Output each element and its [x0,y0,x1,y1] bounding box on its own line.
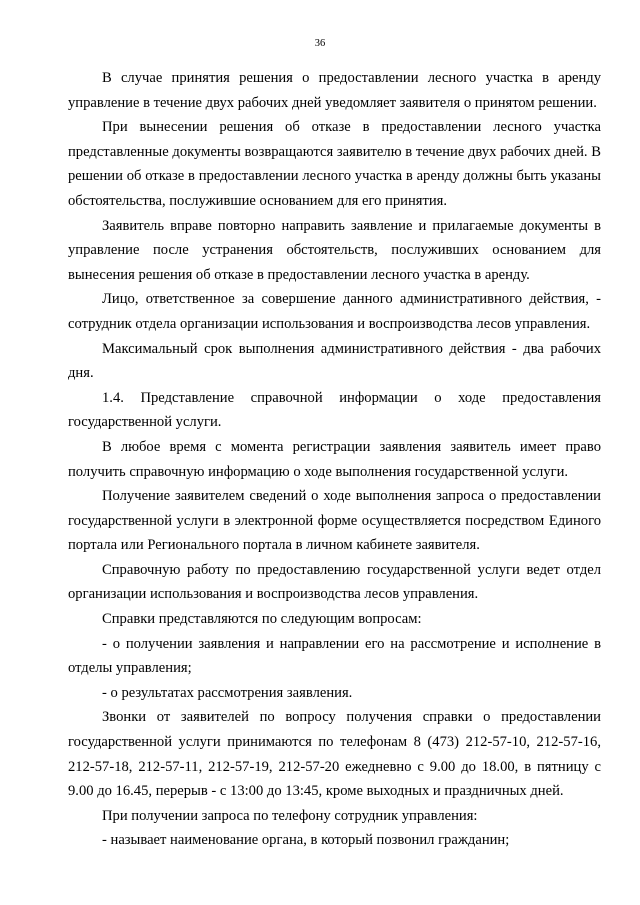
document-body [68,66,601,853]
paragraph-electronic-status: Получение заявителем сведений о ходе выполнения запроса о предоставлении государственной услуги в электронной форме осуществляется посредством Единого портала или Регионального портала в личном кабинете заявителя. [68,488,601,554]
list-item-results: - о результатах рассмотрения заявления. [102,684,353,701]
list-item-organ-name: - называет наименование органа, в который позвонил гражданин; [102,832,510,849]
section-heading-1-4: 1.4. Представление справочной информации о ходе предоставления государственной услуги. [68,389,601,431]
paragraph-phone-request: При получении запроса по телефону сотрудник управления: [102,807,478,824]
paragraph-reference-department: Справочную работу по предоставлению государственной услуги ведет отдел организации использования и воспроизводства лесов управления. [68,561,601,603]
paragraph-lease-decision: В случае принятия решения о предоставлении лесного участка в аренду управление в течение двух рабочих дней уведомляет заявителя о принятом решении. [68,70,601,111]
paragraph-right-to-info: В любое время с момента регистрации заявления заявитель имеет право получить справочную информацию о ходе выполнения государственной услуги. [68,438,601,480]
paragraph-resubmission: Заявитель вправе повторно направить заявление и прилагаемые документы в управление после устранения обстоятельств, послуживших основанием для вынесения решения об отказе в предоставлении лесного участка в аренду. [68,217,601,283]
paragraph-phone-numbers: Звонки от заявителей по вопросу получения справки о предоставлении государственной услуги принимаются по телефонам 8 (473) 212-57-10, 212-57-16, 212-57-18, 212-57-11, 212-57-19, 212-57-20 ежедневно с 9.00 до 18.00, в пятницу с 9.00 до 16.45, перерыв - с 13:00 до 13:45, кроме выходных и праздничных дней. [68,709,601,800]
paragraph-max-duration: Максимальный срок выполнения административного действия - два рабочих дня. [68,340,601,382]
paragraph-responsible-person: Лицо, ответственное за совершение данного административного действия, - сотрудник отдела организации использования и воспроизводства лесов управления. [68,291,601,332]
paragraph-refusal-decision: При вынесении решения об отказе в предоставлении лесного участка представленные документы возвращаются заявителю в течение двух рабочих дней. В решении об отказе в предоставлении лесного участка в аренду должны быть указаны обстоятельства, послужившие основанием для его принятия. [68,119,601,209]
list-item-receipt: - о получении заявления и направлении его на рассмотрение и исполнение в отделы управления; [68,635,601,677]
paragraph-reference-topics: Справки представляются по следующим вопросам: [102,611,422,628]
page-number: 36 [314,38,326,49]
